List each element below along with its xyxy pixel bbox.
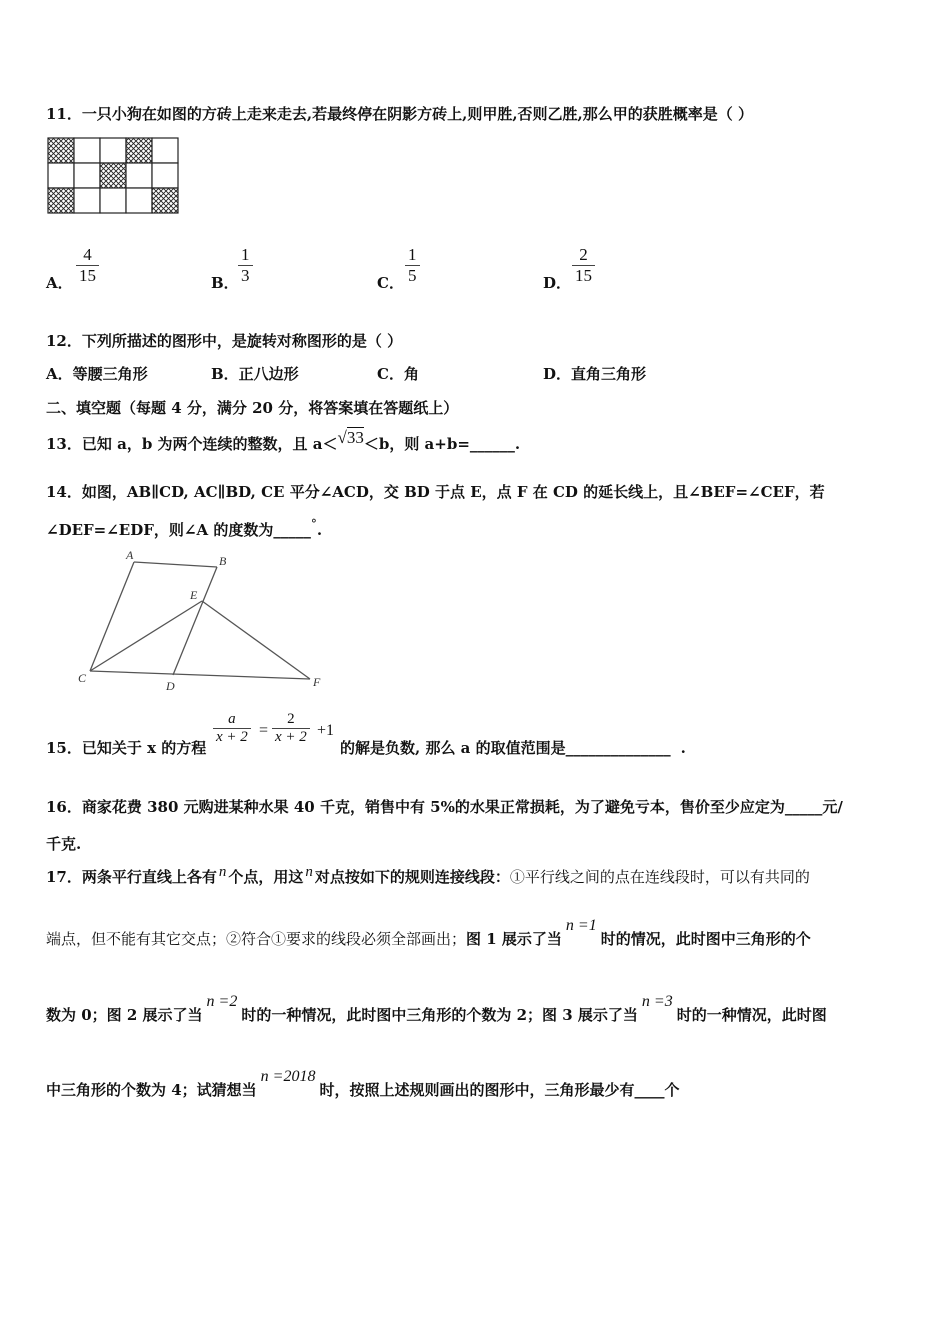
label-d: D <box>166 679 175 693</box>
q11-option-c-fraction <box>405 245 420 286</box>
q12-option-a: A．等腰三角形 <box>46 365 148 383</box>
q15-rhs-den: x + 2 <box>275 729 307 745</box>
plain-tile <box>100 138 126 163</box>
q17-l3-bold: 数为 0；图 2 展示了当 <box>46 1006 203 1024</box>
q11-option-a-fraction <box>76 245 99 286</box>
q13-pre: 13．已知 a，b 为两个连续的整数，且 a＜ <box>46 435 338 453</box>
q17-n-a: n <box>218 864 227 880</box>
segment-ab <box>134 562 217 567</box>
shaded-tile <box>48 188 74 213</box>
q17-l3-bold3: 时的一种情况，此时图 <box>676 1006 827 1024</box>
q17-l2-bold: 图 1 展示了当 <box>466 930 562 948</box>
q11-option-d-label: D． <box>543 274 572 292</box>
q17-l4-end: 个 <box>664 1081 680 1099</box>
q17-n4 <box>257 1068 320 1085</box>
q15-lhs-den: x + 2 <box>216 729 248 745</box>
shaded-tile <box>152 188 178 213</box>
q11-option-b-label: B． <box>211 274 239 292</box>
q17-l1-bold: 17．两条平行直线上各有 <box>46 868 217 886</box>
plain-tile <box>126 163 152 188</box>
q17-l4-bold2: 时，按照上述规则画出的图形中，三角形最少有 <box>319 1081 635 1099</box>
label-b: B <box>219 554 227 568</box>
plain-tile <box>74 188 100 213</box>
q12-option-b: B．正八边形 <box>211 365 299 383</box>
q17-line3 <box>46 993 827 1025</box>
q11-option-a-num: 4 <box>83 245 92 264</box>
q15-plus-one: +1 <box>317 722 335 739</box>
plain-tile <box>48 163 74 188</box>
q17-n3 <box>638 993 677 1010</box>
q17-line4 <box>46 1068 680 1100</box>
q17-n2 <box>203 993 242 1010</box>
q13-end: . <box>514 435 521 453</box>
q17-l2-normal: 端点，但不能有其它交点；②符合①要求的线段必须全部画出； <box>46 930 467 948</box>
q11-option-a-den: 15 <box>79 266 96 285</box>
sqrt-expression <box>337 428 363 448</box>
q12-option-c: C．角 <box>377 365 419 383</box>
q12-text: 12．下列所描述的图形中，是旋转对称图形的是（ ） <box>46 332 403 350</box>
q17-l3-bold2: 时的一种情况，此时图中三角形的个数为 2；图 3 展示了当 <box>241 1006 638 1024</box>
q11-text: 11．一只小狗在如图的方砖上走来走去,若最终停在阴影方砖上,则甲胜,否则乙胜,那么甲的获胜概率是（ ） <box>46 105 753 123</box>
q11-option-d-den: 15 <box>575 266 592 285</box>
q15-pre: 15．已知关于 x 的方程 <box>46 739 207 757</box>
q17-blank: ____ <box>634 1081 665 1099</box>
q15-blank: ______________ <box>565 739 671 757</box>
label-a: A <box>126 548 134 562</box>
q17-n3-text: n =3 <box>641 993 673 1010</box>
q11-option-c-num: 1 <box>408 245 417 264</box>
plain-tile <box>152 163 178 188</box>
q14-line2 <box>46 519 322 540</box>
q13-blank: ______ <box>469 435 515 453</box>
q14-geometry-figure <box>72 548 342 696</box>
q17-n2-text: n =2 <box>206 993 238 1010</box>
q17-l1-bold2: 个点，用这 <box>228 868 304 886</box>
q17-n1-text: n =1 <box>565 917 597 934</box>
section2-title: 二、填空题（每题 4 分，满分 20 分，将答案填在答题纸上） <box>46 399 459 417</box>
q17-l4-bold: 中三角形的个数为 4；试猜想当 <box>46 1081 257 1099</box>
q15-post-line <box>340 737 686 758</box>
q15-rhs-num: 2 <box>287 711 295 727</box>
q15-lhs-fraction <box>213 711 251 746</box>
segment-cf <box>90 671 310 679</box>
plain-tile <box>126 188 152 213</box>
q17-line1 <box>46 866 810 887</box>
label-c: C <box>78 671 87 685</box>
plain-tile <box>74 138 100 163</box>
segment-ac <box>90 562 134 671</box>
q11-option-d-num: 2 <box>579 245 588 264</box>
segment-ce <box>90 601 202 671</box>
label-e: E <box>190 588 198 602</box>
q11-option-c-den: 5 <box>408 266 417 285</box>
q17-n4-text: n =2018 <box>260 1068 316 1085</box>
q15-post: 的解是负数, 那么 a 的取值范围是 <box>340 739 566 757</box>
q11-option-b-fraction <box>238 245 253 286</box>
q16-line1-text: 16．商家花费 380 元购进某种水果 40 千克，销售中有 5%的水果正常损耗，为了避免亏本，售价至少应定为 <box>46 798 785 816</box>
q17-l1-bold3: 对点按如下的规则连接线段： <box>314 868 510 886</box>
plain-tile <box>100 188 126 213</box>
plain-tile <box>152 138 178 163</box>
q14-line2-pre: ∠DEF=∠EDF，则∠A 的度数为 <box>46 521 274 539</box>
plain-tile <box>74 163 100 188</box>
segment-ef <box>202 601 310 679</box>
q14-line1: 14．如图，AB∥CD, AC∥BD, CE 平分∠ACD，交 BD 于点 E，点 F 在 CD 的延长线上，且∠BEF=∠CEF，若 <box>46 483 825 501</box>
q16-line2: 千克. <box>46 835 82 853</box>
label-f: F <box>313 675 321 689</box>
sqrt-symbol: √ <box>337 428 347 447</box>
q17-line2 <box>46 917 811 949</box>
q16-line1 <box>46 796 843 817</box>
q14-end: . <box>316 521 323 539</box>
q15-lhs-num: a <box>228 711 236 727</box>
q13-line <box>46 428 521 454</box>
q11-option-c-label: C． <box>377 274 404 292</box>
q11-option-b-den: 3 <box>241 266 250 285</box>
segment-bd <box>173 567 217 675</box>
q13-radicand: 33 <box>346 428 364 447</box>
q11-option-d-fraction <box>572 245 595 286</box>
q11-option-b-num: 1 <box>241 245 250 264</box>
shaded-tile <box>48 138 74 163</box>
q16-blank: _____ <box>784 798 823 816</box>
q13-post: ＜b，则 a+b= <box>363 435 470 453</box>
q14-degree: ° <box>310 517 317 531</box>
q15-equals: = <box>259 722 269 739</box>
shaded-tile <box>126 138 152 163</box>
q17-l1-normal: ①平行线之间的点在连线段时，可以有共同的 <box>509 868 810 886</box>
q17-n1 <box>562 917 601 934</box>
q17-n-b: n <box>305 864 313 880</box>
q16-unit: 元/ <box>822 798 843 816</box>
q17-l2-bold2: 时的情况，此时图中三角形的个 <box>600 930 811 948</box>
q14-blank: _____ <box>273 521 311 539</box>
shaded-tile <box>100 163 126 188</box>
q11-option-a-label: A． <box>46 274 73 292</box>
q11-tile-grid <box>46 136 180 216</box>
q15-end: . <box>680 739 686 757</box>
q15-rhs-fraction <box>272 711 310 746</box>
q12-option-d: D．直角三角形 <box>543 365 647 383</box>
